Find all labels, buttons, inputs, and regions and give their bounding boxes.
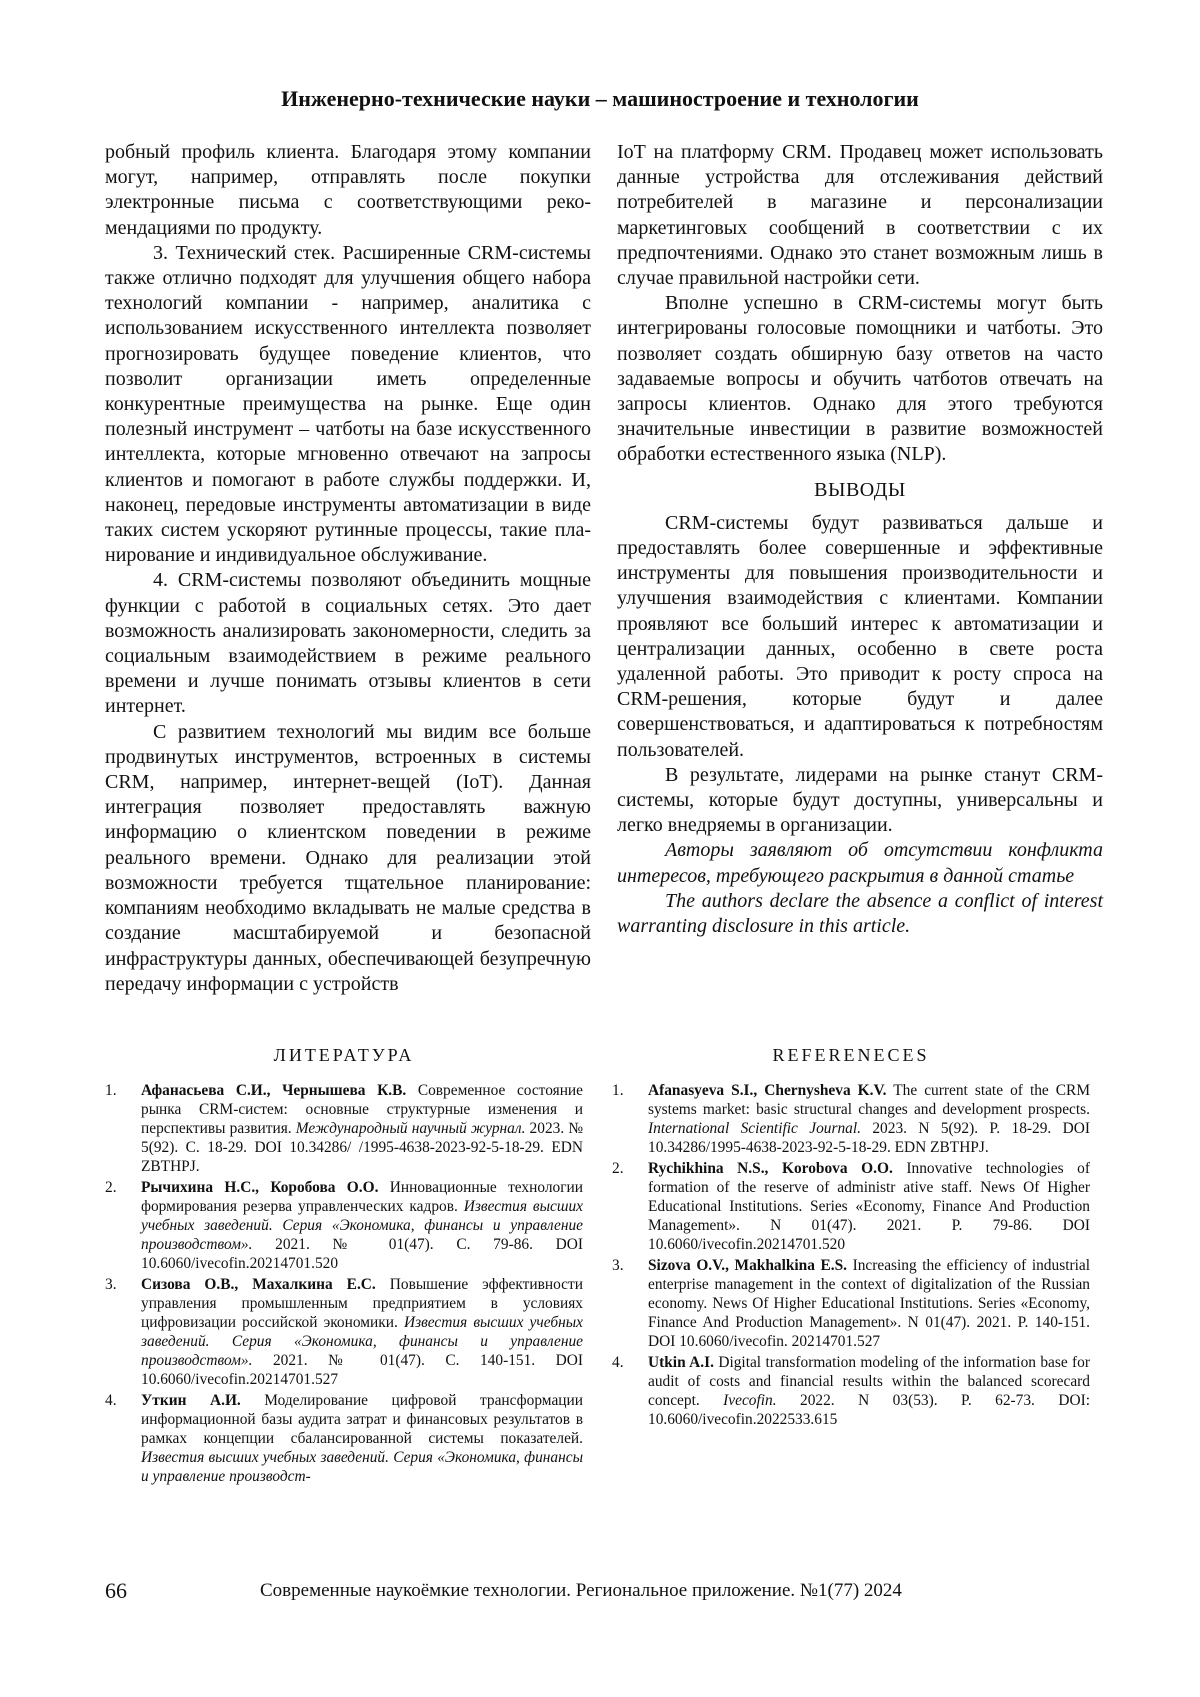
page-footer — [105, 1578, 1095, 1608]
reference-body: Innovative technologies of formation of the reserve of administr ative staff. News Of Higher Educational Institutions. Series «Economy, Finance And Production Management». N 01(47). 2021. P. 79-86. DOI 10.6060/ivecofin.20214701.520 — [648, 1160, 1091, 1253]
reference-journal: Известия высших учебных заведений. Серия «Экономика, финансы и управление производством». — [141, 1314, 583, 1369]
reference-item — [612, 1081, 1090, 1157]
paragraph: CRM-системы будут развиваться дальше и предоставлять более совершенные и эффективные инструменты для повышения производительности и улучшения взаимодействия с клиентами. Компании проявляют все больший интерес к автоматизации и централизации данных, особенно в свете роста удаленной работы. Это приводит к росту спроса на CRM-решения, которые будут и далее совершенствоваться, и адаптироваться к потребностям пользователей. — [617, 511, 1103, 761]
reference-tail: 2023. N 5(92). P. 18-29. DOI 10.34286/1995-4638-2023-92-5-18-29. EDN ZBTHPJ. — [648, 1120, 1090, 1156]
reference-tail: 2023. № 5(92). С. 18-29. DOI 10.34286/ /1995-4638-2023-92-5-18-29. EDN ZBTHPJ. — [141, 1120, 583, 1175]
reference-body: Повышение эффективности управления промышленным предприятием в условиях цифровизации российской экономики. — [141, 1276, 583, 1331]
reference-journal: Ivecofin. — [723, 1392, 777, 1409]
reference-authors: Sizova O.V., Makhalkina E.S. — [648, 1257, 848, 1274]
section-title-conclusions: ВЫВОДЫ — [814, 478, 906, 501]
paragraph: В результате, лидерами на рынке станут CRM-системы, которые будут доступны, универсальны и легко внедряемы в организации. — [617, 763, 1103, 837]
reference-body: Инновационные технологии формирования резерва управленческих кадров. — [141, 1179, 584, 1215]
paragraph: 3. Технический стек. Расширенные CRM-системы также отлично подходят для улучшения общего набора технологий компании - например, аналитика с использованием искусственного интеллекта позволяет прогнозировать будущее поведение клиентов, что позволит организации иметь определенные конкурентные преимущества на рынке. Еще один полезный инструмент – чатботы на базе искусственного интеллекта, которые мгновенно отвечают на запросы клиентов и помогают в работе службы поддержки. И, наконец, передовые инструменты автоматизации в виде таких систем ускоряют рутинные процессы, такие планирование и индивидуальное обслуживание. — [105, 241, 591, 567]
reference-authors: Utkin A.I. — [648, 1354, 714, 1371]
reference-item — [612, 1159, 1090, 1254]
reference-authors: Рычихина Н.С., Коробова О.О. — [141, 1179, 379, 1196]
reference-journal: Известия высших учебных заведений. Серия «Экономика, финансы и управление производст- — [141, 1449, 583, 1485]
reference-item — [105, 1081, 583, 1176]
references-list — [612, 1046, 1090, 1431]
right-column — [617, 140, 1103, 939]
reference-authors: Rychikhina N.S., Korobova O.O. — [648, 1160, 893, 1177]
left-column — [105, 140, 591, 997]
conflict-statement-en: The authors declare the absence a conflict of interest warranting disclosure in this article. — [617, 889, 1103, 938]
reference-journal: Международный научный журнал. — [295, 1120, 526, 1137]
reference-number: 3. — [105, 1276, 117, 1293]
running-header: Инженерно-технические науки – машиностроение и технологии — [281, 86, 919, 111]
reference-authors: Сизова О.В., Махалкина Е.С. — [141, 1276, 376, 1293]
reference-authors: Afanasyeva S.I., Chernysheva K.V. — [648, 1082, 887, 1099]
reference-tail: 2021. № 01(47). С. 140-151. DOI 10.6060/ivecofin.20214701.527 — [141, 1352, 583, 1388]
conflict-statement-ru: Авторы заявляют об отсутствии конфликта интересов, требующего раскрытия в данной статье — [617, 839, 1103, 887]
paragraph: IoT на платформу CRM. Продавец может использовать данные устройства для отслеживания действий потребителей в магазине и персонализации маркетинговых сообщений в соответствии с их предпочтениями. Однако это станет возможным лишь в случае правильной настройки сети. — [617, 141, 1103, 290]
paragraph: 4. CRM-системы позволяют объединить мощные функции с работой в социальных сетях. Это дает возможность анализировать закономерности, следить за социальным взаимодействием в режиме реального времени и лучше понимать отзывы клиентов в сети интернет. — [105, 569, 591, 718]
reference-number: 3. — [612, 1257, 624, 1274]
reference-number: 1. — [105, 1082, 117, 1099]
reference-body: Increasing the efficiency of industrial enterprise management in the context of digitalization of the Russian economy. News Of Higher Educational Institutions. Series «Economy, Finance And Production Management». N 01(47). 2021. P. 140-151. DOI 10.6060/ivecofin. 20214701.527 — [648, 1257, 1090, 1350]
reference-number: 4. — [612, 1354, 624, 1371]
paragraph: Вполне успешно в CRM-системы могут быть интегрированы голосовые помощники и чатботы. Это позволяет создать обширную базу ответов на часто задаваемые вопросы и обучить чатботов отвечать на запросы клиентов. Однако для этого требуются значительные инвестиции в развитие возможностей обработки естественного языка (NLP). — [617, 292, 1103, 466]
reference-body: Digital transformation modeling of the information base for audit of costs and financial results within the balanced scorecard concept. — [648, 1354, 1090, 1409]
reference-item — [612, 1256, 1090, 1351]
page-number: 66 — [105, 1578, 127, 1603]
reference-number: 2. — [612, 1160, 624, 1177]
reference-item — [105, 1178, 583, 1273]
reference-tail: 2022. N 03(53). P. 62-73. DOI: 10.6060/ivecofin.2022533.615 — [648, 1392, 1090, 1428]
reference-tail: 2021. № 01(47). С. 79-86. DOI 10.6060/ivecofin.20214701.520 — [141, 1236, 583, 1272]
reference-journal: International Scientific Journal. — [648, 1120, 861, 1137]
reference-body: Современное состояние рынка CRM-систем: основные структурные изменения и перспективы развития. — [141, 1082, 583, 1137]
reference-authors: Уткин А.И. — [141, 1392, 241, 1409]
paragraph: робный профиль клиента. Благодаря этому компании могут, например, отправлять после покупки электронные письма с соответствующими рекомендациями по продукту. — [105, 141, 591, 239]
literature-list — [105, 1046, 583, 1488]
literature-title: ЛИТЕРАТУРА — [273, 1045, 415, 1065]
reference-item — [105, 1391, 583, 1486]
reference-number: 4. — [105, 1392, 117, 1409]
reference-body: The current state of the CRM systems market: basic structural changes and development prospects. — [648, 1082, 1091, 1118]
reference-authors: Афанасьева С.И., Чернышева К.В. — [141, 1082, 407, 1099]
reference-body: Моделирование цифровой трансформации информационной базы аудита затрат и финансовых результатов в рамках концепции сбалансированной системы показателей. — [141, 1392, 583, 1447]
paragraph: С развитием технологий мы видим все больше продвинутых инструментов, встроенных в системы CRM, например, интернет-вещей (IoT). Данная интеграция позволяет предоставлять важную информацию о клиентском поведении в режиме реального времени. Однако для реализации этой возможности требуется тщательное планирование: компаниям необходимо вкладывать не малые средства в создание масштабируемой и безопасной инфраструктуры данных, обеспечивающей безупречную передачу информации с устройств — [105, 720, 591, 995]
reference-number: 1. — [612, 1082, 624, 1099]
reference-journal: Известия высших учебных заведений. Серия «Экономика, финансы и управление производством». — [141, 1198, 583, 1253]
reference-item — [105, 1275, 583, 1389]
reference-item — [612, 1353, 1090, 1429]
references-title: REFERENECES — [772, 1045, 930, 1065]
reference-number: 2. — [105, 1179, 117, 1196]
journal-footer-title: Современные наукоёмкие технологии. Региональное приложение. №1(77) 2024 — [260, 1580, 902, 1601]
